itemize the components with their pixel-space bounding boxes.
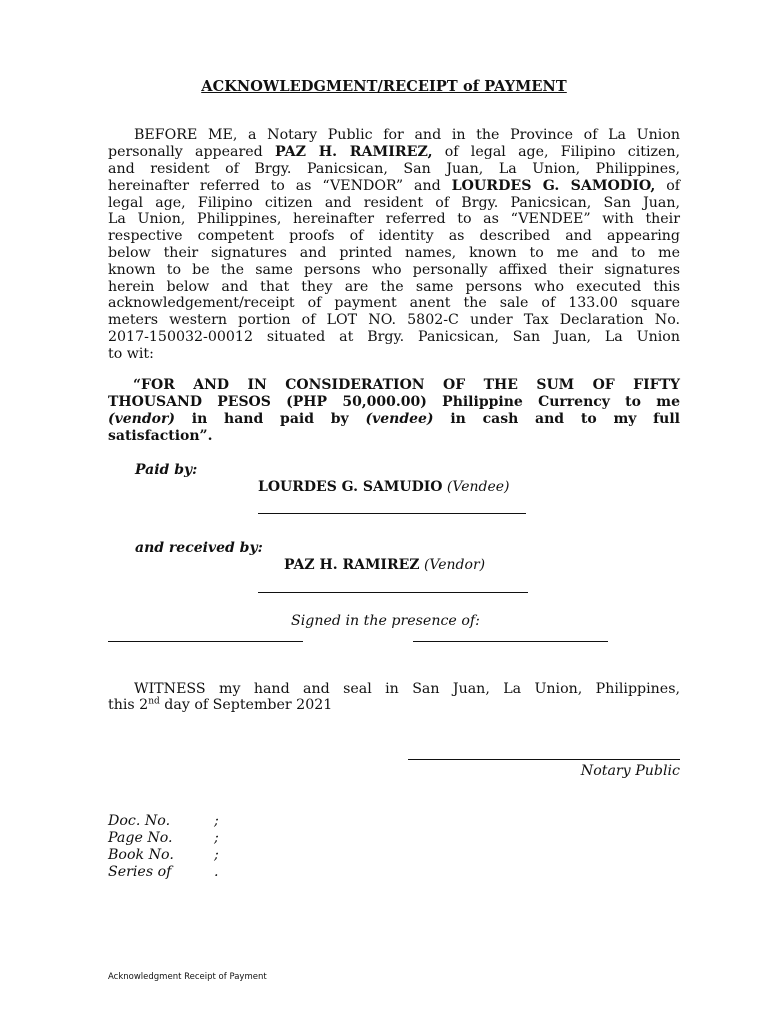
body-line: below their signatures and printed names, known to me and to me xyxy=(108,245,680,261)
body-line: and resident of Brgy. Panicsican, San Juan, La Union, Philippines, xyxy=(108,161,680,177)
vendee-signature-line xyxy=(258,513,526,514)
consideration-line: (vendor) in hand paid by (vendee) in cash and to my full xyxy=(108,411,681,427)
consideration-line: satisfaction”. xyxy=(108,428,213,444)
vendor-name: PAZ H. RAMIREZ, xyxy=(275,144,433,160)
paid-by-label: Paid by: xyxy=(135,462,198,478)
body-line: known to be the same persons who personally affixed their signatures xyxy=(108,262,680,278)
register-punct: ; xyxy=(214,847,219,863)
consideration-line: “FOR AND IN CONSIDERATION OF THE SUM OF FIFTY xyxy=(133,377,680,393)
body-line: herein below and that they are the same persons who executed this xyxy=(108,279,680,295)
vendee-name: LOURDES G. SAMODIO, xyxy=(451,178,656,194)
body-line: hereinafter referred to as “VENDOR” and LOURDES G. SAMODIO, of xyxy=(108,178,680,194)
notary-label: Notary Public xyxy=(580,763,680,779)
body-line: La Union, Philippines, hereinafter referred to as “VENDEE” with their xyxy=(108,211,680,227)
register-label: Series of xyxy=(108,864,172,880)
notary-signature-line xyxy=(408,759,680,760)
body-line: to wit: xyxy=(108,346,154,362)
document-title: ACKNOWLEDGMENT/RECEIPT of PAYMENT xyxy=(201,78,567,95)
register-punct: . xyxy=(214,864,219,880)
vendor-signature-line xyxy=(258,592,528,593)
body-line: BEFORE ME, a Notary Public for and in the Province of La Union xyxy=(134,127,680,143)
register-punct: ; xyxy=(214,813,219,829)
register-label: Page No. xyxy=(108,830,173,846)
vendee-signatory: LOURDES G. SAMUDIO (Vendee) xyxy=(258,479,510,495)
witness-signature-line xyxy=(108,641,303,642)
body-line: meters western portion of LOT NO. 5802-C under Tax Declaration No. xyxy=(108,312,680,328)
vendor-signatory: PAZ H. RAMIREZ (Vendor) xyxy=(284,557,486,573)
body-line: respective competent proofs of identity as described and appearing xyxy=(108,228,680,244)
body-line: 2017-150032-00012 situated at Brgy. Panicsican, San Juan, La Union xyxy=(108,329,680,345)
consideration-line: THOUSAND PESOS (PHP 50,000.00) Philippine Currency to me xyxy=(108,394,680,410)
witness-line: WITNESS my hand and seal in San Juan, La Union, Philippines, xyxy=(134,681,680,697)
body-line: personally appeared PAZ H. RAMIREZ, of legal age, Filipino citizen, xyxy=(108,144,681,160)
witness-signature-line xyxy=(413,641,608,642)
page-footer: Acknowledgment Receipt of Payment xyxy=(108,972,267,982)
received-by-label: and received by: xyxy=(135,540,263,556)
presence-label: Signed in the presence of: xyxy=(291,613,480,629)
register-label: Book No. xyxy=(108,847,174,863)
witness-line: this 2nd day of September 2021 xyxy=(108,696,333,713)
body-line: acknowledgement/receipt of payment anent the sale of 133.00 square xyxy=(108,295,680,311)
body-line: legal age, Filipino citizen and resident of Brgy. Panicsican, San Juan, xyxy=(108,195,680,211)
register-punct: ; xyxy=(214,830,219,846)
register-label: Doc. No. xyxy=(108,813,171,829)
